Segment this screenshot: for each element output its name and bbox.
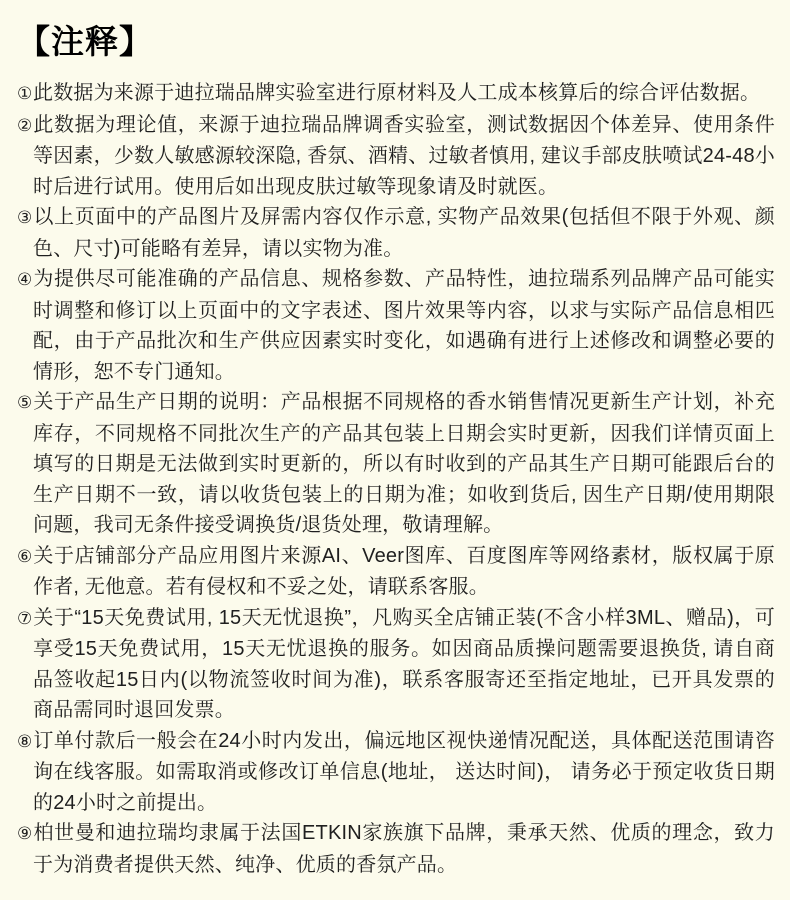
note-number-2: ② xyxy=(17,115,33,135)
notes-list xyxy=(17,78,775,880)
note-number-8: ⑧ xyxy=(17,731,33,751)
note-item-8 xyxy=(17,726,775,819)
note-number-4: ④ xyxy=(17,270,33,289)
note-number-3: ③ xyxy=(17,208,33,227)
note-item-1 xyxy=(17,78,775,110)
note-number-5: ⑤ xyxy=(17,393,33,412)
note-text-4: 为提供尽可能准确的产品信息、规格参数、产品特性，迪拉瑞系列品牌产品可能实时调整和修订以上页面中的文字表述、图片效果等内容，以求与实际产品信息相匹配，由于产品批次和生产供应因素实时变化，如遇确有进行上述修改和调整必要的情形，恕不专门通知。 xyxy=(33,268,775,383)
note-item-2 xyxy=(17,110,775,203)
note-text-7: 关于“15天免费试用, 15天无忧退换”，凡购买全店铺正装(不含小样3ML、赠品)，可享受15天免费试用，15天无忧退换的服务。如因商品质操问题需要退换货, 请自商品签收起15日内(以物流签收时间为准)，联系客服寄还至指定地址，已开具发票的商品需同时退回发票。 xyxy=(33,606,775,721)
note-number-1: ① xyxy=(17,84,33,103)
page-title: 【注释】 xyxy=(17,23,153,60)
note-item-4 xyxy=(17,264,775,387)
note-text-5: 关于产品生产日期的说明：产品根据不同规格的香水销售情况更新生产计划，补充库存，不同规格不同批次生产的产品其包装上日期会实时更新，因我们详情页面上填写的日期是无法做到实时更新的，所以有时收到的产品其生产日期可能跟后台的生产日期不一致，请以收货包装上的日期为准；如收到货后, 因生产日期/使用期限问题，我司无条件接受调换货/退货处理，敬请理解。 xyxy=(33,391,775,536)
note-number-6: ⑥ xyxy=(17,546,33,566)
note-text-8: 订单付款后一般会在24小时内发出，偏远地区视快递情况配送，具体配送范围请咨询在线客服。如需取消或修改订单信息(地址， 送达时间)， 请务必于预定收货日期的24小时之前提出。 xyxy=(33,729,775,814)
note-text-9: 柏世曼和迪拉瑞均隶属于法国ETKIN家族旗下品牌，秉承天然、优质的理念，致力于为消费者提供天然、纯净、优质的香氛产品。 xyxy=(33,822,775,876)
note-text-3: 以上页面中的产品图片及屏需内容仅作示意, 实物产品效果(包括但不限于外观、颜色、尺寸)可能略有差异，请以实物为准。 xyxy=(33,206,775,260)
note-number-7: ⑦ xyxy=(17,608,33,628)
note-item-7 xyxy=(17,603,775,726)
note-item-9 xyxy=(17,818,775,880)
note-text-6: 关于店铺部分产品应用图片来源AI、Veer图库、百度图库等网络素材，版权属于原作者, 无他意。若有侵权和不妥之处，请联系客服。 xyxy=(33,544,775,598)
note-item-3 xyxy=(17,202,775,264)
note-item-5 xyxy=(17,387,775,541)
note-item-6 xyxy=(17,541,775,603)
note-text-2: 此数据为理论值，来源于迪拉瑞品牌调香实验室，测试数据因个体差异、使用条件等因素，少数人敏感源较深隐, 香氛、酒精、过敏者慎用, 建议手部皮肤喷试24-48小时后进行试用。使用后如出现皮肤过敏等现象请及时就医。 xyxy=(33,113,775,198)
note-text-1: 此数据为来源于迪拉瑞品牌实验室进行原材料及人工成本核算后的综合评估数据。 xyxy=(33,82,761,104)
note-number-9: ⑨ xyxy=(17,824,33,843)
